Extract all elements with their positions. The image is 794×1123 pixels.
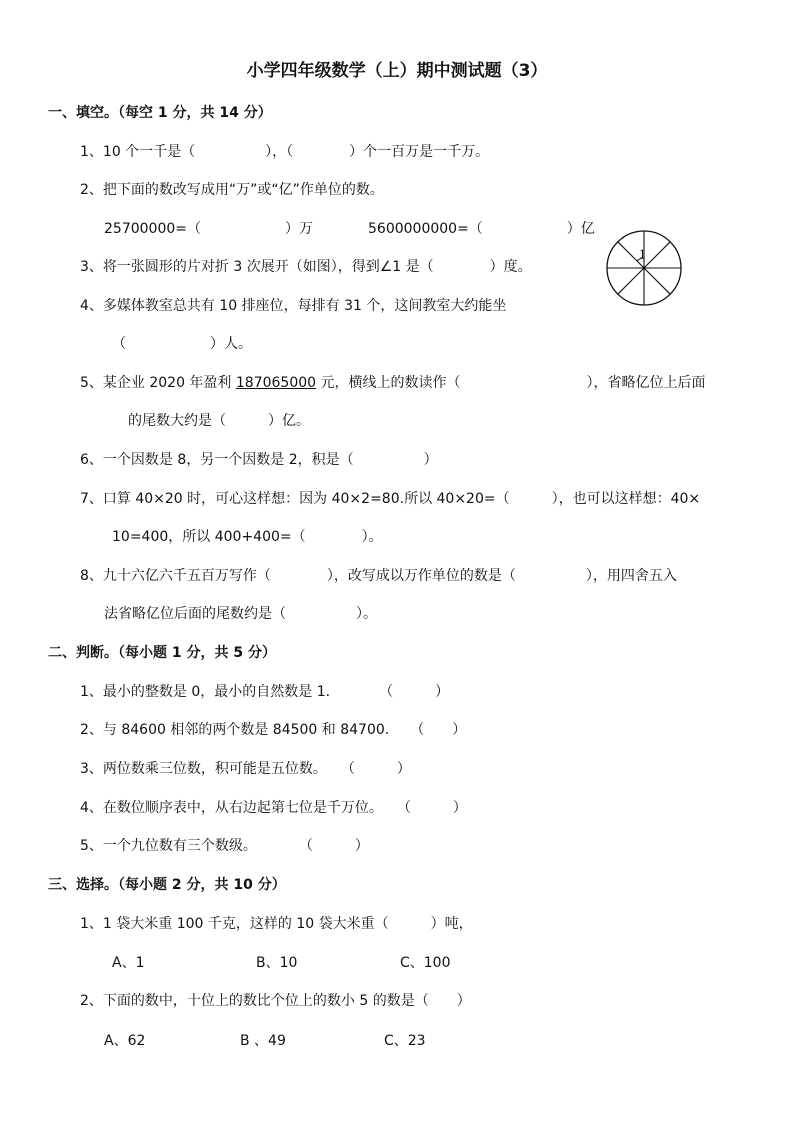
section-3-heading: 三、选择。（每小题 2 分，共 10 分） xyxy=(48,877,286,893)
s1-question-5: 5、某企业 2020 年盈利 187065000 元，横线上的数读作（ ），省略亿位上后面 xyxy=(80,375,706,391)
s3-q2-option-c: C、23 xyxy=(384,1033,426,1049)
s1-question-4-blank: （ ）人。 xyxy=(112,336,252,352)
s3-q1-option-a: A、1 xyxy=(112,955,145,971)
angle-label: 1 xyxy=(639,248,646,261)
s1-question-1: 1、10 个一千是（ ），（ ）个一百万是一千万。 xyxy=(80,144,490,160)
s1-question-2a: 25700000=（ ）万 xyxy=(104,221,313,237)
s3-question-1: 1、1 袋大米重 100 千克，这样的 10 袋大米重（ ）吨， xyxy=(80,916,473,932)
s3-q2-option-a: A、62 xyxy=(104,1033,146,1049)
s2-question-2: 2、与 84600 相邻的两个数是 84500 和 84700. （ ） xyxy=(80,722,467,738)
s2-question-4: 4、在数位顺序表中，从右边起第七位是千万位。 （ ） xyxy=(80,800,467,816)
page-title: 小学四年级数学（上）期中测试题（3） xyxy=(246,61,548,81)
s1-question-7-cont: 10=400，所以 400+400=（ ）。 xyxy=(112,529,383,545)
s3-q1-option-c: C、100 xyxy=(400,955,451,971)
s2-question-3: 3、两位数乘三位数，积可能是五位数。 （ ） xyxy=(80,761,411,777)
s1-question-4: 4、多媒体教室总共有 10 排座位，每排有 31 个，这间教室大约能坐 xyxy=(80,298,507,314)
s1-question-7: 7、口算 40×20 时，可心这样想：因为 40×2=80.所以 40×20=（ ），也可以这样想：40× xyxy=(80,491,701,507)
s1-question-6: 6、一个因数是 8，另一个因数是 2，积是（ ） xyxy=(80,452,438,468)
s3-q1-option-b: B、10 xyxy=(256,955,298,971)
s1-question-2b: 5600000000=（ ）亿 xyxy=(368,221,595,237)
s2-question-1: 1、最小的整数是 0，最小的自然数是 1. （ ） xyxy=(80,684,450,700)
s1-question-5-cont: 的尾数大约是（ ）亿。 xyxy=(128,413,310,429)
s3-question-2: 2、下面的数中，十位上的数比个位上的数小 5 的数是（ ） xyxy=(80,993,471,1009)
s1-question-8-cont: 法省略亿位后面的尾数约是（ ）。 xyxy=(104,606,377,622)
s1-question-8: 8、九十六亿六千五百万写作（ ），改写成以万作单位的数是（ ），用四舍五入 xyxy=(80,568,677,584)
folded-circle-figure xyxy=(604,228,684,308)
s2-question-5: 5、一个九位数有三个数级。 （ ） xyxy=(80,838,369,854)
section-2-heading: 二、判断。（每小题 1 分，共 5 分） xyxy=(48,645,276,661)
s1-question-2: 2、把下面的数改写成用“万”或“亿”作单位的数。 xyxy=(80,182,384,198)
section-1-heading: 一、填空。（每空 1 分，共 14 分） xyxy=(48,105,272,121)
s3-q2-option-b: B 、49 xyxy=(240,1033,286,1049)
underlined-number: 187065000 xyxy=(235,375,317,391)
s1-question-3: 3、将一张圆形的片对折 3 次展开（如图），得到∠1 是（ ）度。 xyxy=(80,259,532,275)
